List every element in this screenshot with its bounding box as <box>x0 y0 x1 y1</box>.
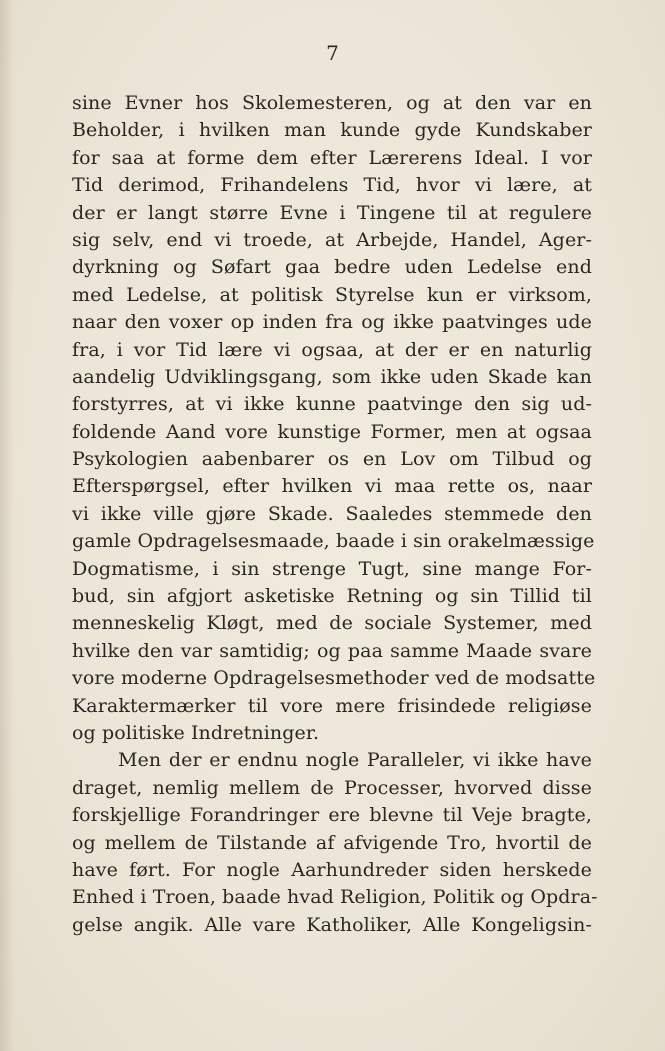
text-line: foldende Aand vore kunstige Former, men at ogsaa <box>72 420 592 443</box>
text-line: forstyrres, at vi ikke kunne paatvinge den sig ud- <box>72 393 592 416</box>
text-line: Enhed i Troen, baade hvad Religion, Politik og Opdra- <box>72 886 598 909</box>
text-line: fra, i vor Tid lære vi ogsaa, at der er en naturlig <box>72 338 592 361</box>
text-line: aandelig Udviklingsgang, som ikke uden Skade kan <box>72 365 592 388</box>
text-line: menneskelig Kløgt, med de sociale Systemer, med <box>72 612 592 635</box>
text-line: hvilke den var samtidig; og paa samme Maade svare <box>72 639 592 662</box>
text-line: Karaktermærker til vore mere frisindede religiøse <box>72 694 592 717</box>
text-line: vi ikke ville gjøre Skade. Saaledes stemmede den <box>72 502 592 525</box>
text-line: Psykologien aabenbarer os en Lov om Tilbud og <box>72 448 592 471</box>
text-line: Tid derimod, Frihandelens Tid, hvor vi lære, at <box>72 174 592 197</box>
text-line: og mellem de Tilstande af afvigende Tro, hvortil de <box>72 831 592 854</box>
text-line: bud, sin afgjort asketiske Retning og sin Tillid til <box>72 585 592 608</box>
body-text <box>72 90 598 939</box>
page-number: 7 <box>326 41 339 65</box>
page-edge-shadow <box>0 0 14 1051</box>
text-line: der er langt større Evne i Tingene til at regulere <box>72 201 592 224</box>
text-line: Efterspørgsel, efter hvilken vi maa rette os, naar <box>72 475 592 498</box>
text-line: dyrkning og Søfart gaa bedre uden Ledelse end <box>72 256 592 279</box>
text-line: Dogmatisme, i sin strenge Tugt, sine mange For- <box>72 557 592 580</box>
text-line: gamle Opdragelsesmaade, baade i sin orakelmæssige <box>72 530 595 553</box>
text-line: sig selv, end vi troede, at Arbejde, Handel, Ager- <box>72 228 592 251</box>
text-line: sine Evner hos Skolemesteren, og at den var en <box>72 92 592 114</box>
paragraph-start-line: Men der er endnu nogle Paralleler, vi ikke have <box>118 749 592 772</box>
text-line: draget, nemlig mellem de Processer, hvorved disse <box>72 776 592 799</box>
text-line: for saa at forme dem efter Lærerens Ideal. I vor <box>72 146 592 169</box>
text-line: naar den voxer op inden fra og ikke paatvinges ude <box>72 311 592 334</box>
text-line: have ført. For nogle Aarhundreder siden herskede <box>72 858 592 881</box>
paragraph-end-line: og politiske Indretninger. <box>72 721 320 744</box>
text-line: vore moderne Opdragelsesmethoder ved de modsatte <box>72 667 596 690</box>
text-line: Beholder, i hvilken man kunde gyde Kundskaber <box>72 119 592 142</box>
text-line: forskjellige Forandringer ere blevne til Veje bragte, <box>72 804 592 827</box>
text-line: med Ledelse, at politisk Styrelse kun er virksom, <box>72 283 592 306</box>
text-line: gelse angik. Alle vare Katholiker, Alle Kongeligsin- <box>72 913 592 936</box>
